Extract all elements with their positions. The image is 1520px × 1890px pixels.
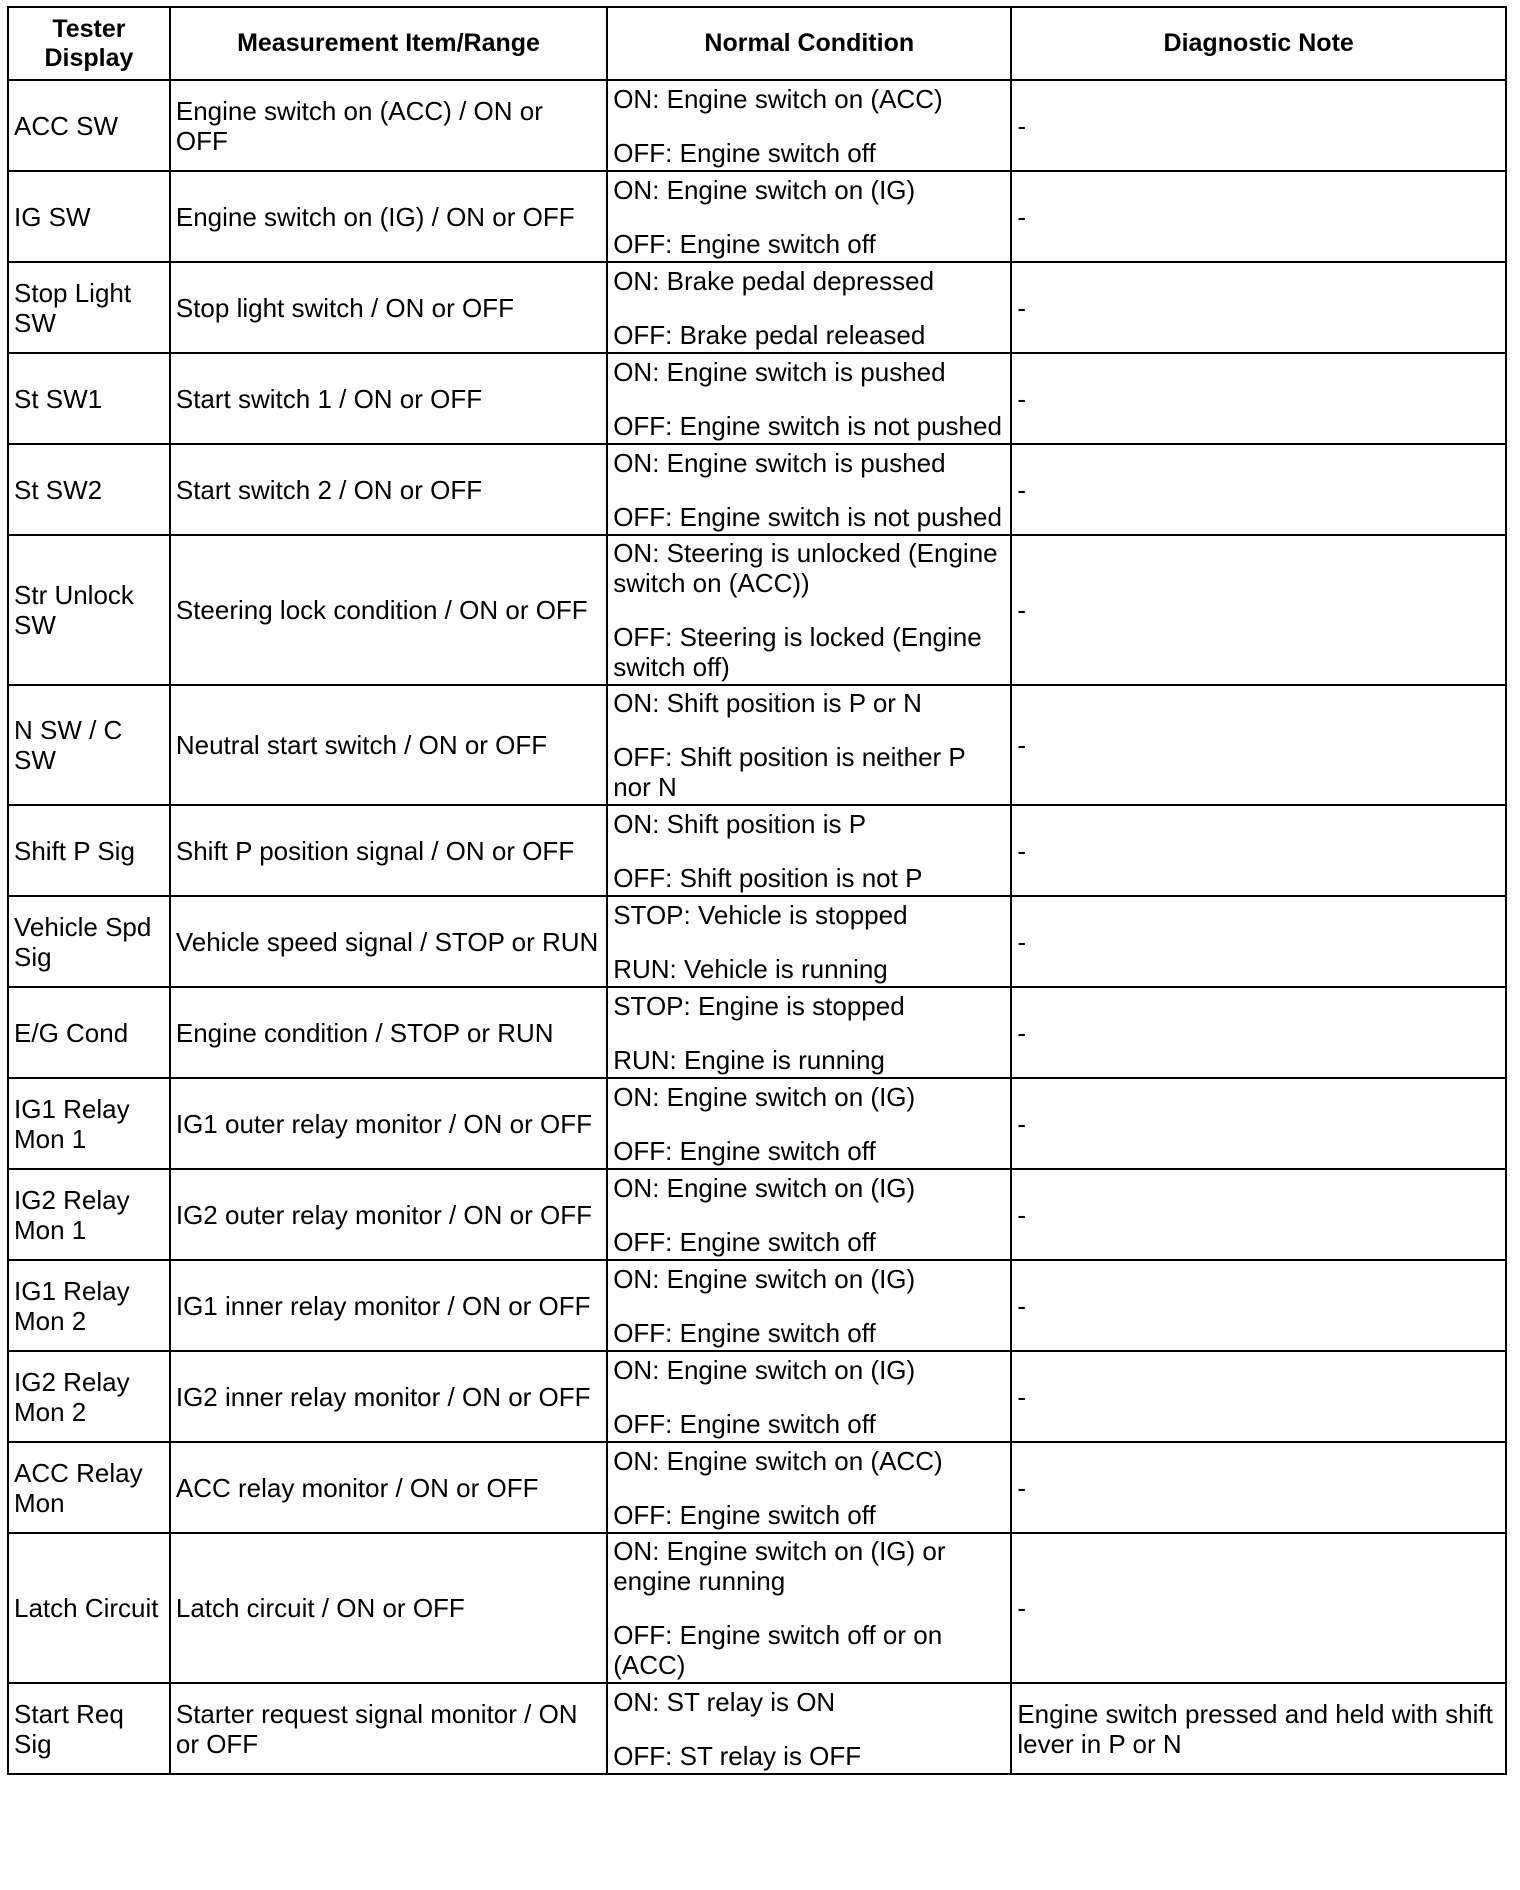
normal-condition-cell xyxy=(607,987,1011,1078)
condition-on-text: ON: Engine switch on (IG) xyxy=(613,1263,916,1294)
condition-off-text: OFF: Engine switch off xyxy=(613,1408,876,1439)
table-row xyxy=(8,1351,1506,1442)
header-row xyxy=(8,7,1506,80)
header-measurement-item: Measurement Item/Range xyxy=(170,7,607,80)
table-row xyxy=(8,444,1506,535)
diagnostic-note-cell: - xyxy=(1011,535,1506,685)
condition-on-text: ON: Shift position is P or N xyxy=(613,688,922,718)
table-row xyxy=(8,987,1506,1078)
condition-off-text: OFF: Engine switch off or on (ACC) xyxy=(613,1620,943,1680)
condition-off-text: OFF: Shift position is not P xyxy=(613,862,923,893)
measurement-item-cell: Start switch 2 / ON or OFF xyxy=(170,444,607,535)
condition-on-text: ON: Engine switch on (IG) or engine running xyxy=(613,1536,946,1596)
table-row xyxy=(8,1078,1506,1169)
normal-condition-cell xyxy=(607,805,1011,896)
table-row xyxy=(8,896,1506,987)
tester-display-cell: N SW / C SW xyxy=(8,685,170,805)
table-row xyxy=(8,1442,1506,1533)
condition-on-text: ON: Engine switch is pushed xyxy=(613,356,946,387)
condition-off-text: RUN: Engine is running xyxy=(613,1044,885,1075)
table-row xyxy=(8,535,1506,685)
table-row xyxy=(8,171,1506,262)
tester-display-cell: Latch Circuit xyxy=(8,1533,170,1683)
table-row xyxy=(8,1260,1506,1351)
diagnostic-note-cell: - xyxy=(1011,1260,1506,1351)
tester-display-cell: St SW1 xyxy=(8,353,170,444)
diagnostic-note-cell: - xyxy=(1011,1169,1506,1260)
normal-condition-cell xyxy=(607,535,1011,685)
condition-off-text: OFF: Engine switch is not pushed xyxy=(613,410,1002,441)
normal-condition-cell xyxy=(607,353,1011,444)
condition-off-text: OFF: Engine switch off xyxy=(613,1499,876,1530)
condition-off-text: OFF: Engine switch off xyxy=(613,1317,876,1348)
condition-on-text: ON: Engine switch on (ACC) xyxy=(613,1445,943,1476)
header-tester-display: Tester Display xyxy=(8,7,170,80)
condition-on-text: ON: Engine switch on (IG) xyxy=(613,174,916,205)
measurement-item-cell: Engine switch on (ACC) / ON or OFF xyxy=(170,80,607,171)
tester-display-cell: E/G Cond xyxy=(8,987,170,1078)
normal-condition-cell xyxy=(607,1533,1011,1683)
measurement-item-cell: IG1 inner relay monitor / ON or OFF xyxy=(170,1260,607,1351)
table-row xyxy=(8,805,1506,896)
normal-condition-cell xyxy=(607,1683,1011,1774)
table-row xyxy=(8,1533,1506,1683)
condition-on-text: ON: Engine switch is pushed xyxy=(613,447,946,478)
normal-condition-cell xyxy=(607,80,1011,171)
measurement-item-cell: Shift P position signal / ON or OFF xyxy=(170,805,607,896)
table-row xyxy=(8,262,1506,353)
normal-condition-cell xyxy=(607,1442,1011,1533)
condition-off-text: OFF: Engine switch is not pushed xyxy=(613,501,1002,532)
condition-off-text: OFF: Engine switch off xyxy=(613,137,876,168)
tester-display-cell: IG SW xyxy=(8,171,170,262)
condition-on-text: ON: ST relay is ON xyxy=(613,1686,836,1717)
diagnostic-note-cell: - xyxy=(1011,896,1506,987)
normal-condition-cell xyxy=(607,1078,1011,1169)
table-row xyxy=(8,80,1506,171)
tester-display-cell: Stop Light SW xyxy=(8,262,170,353)
data-list-table xyxy=(7,6,1507,1775)
measurement-item-cell: ACC relay monitor / ON or OFF xyxy=(170,1442,607,1533)
diagnostic-note-cell: - xyxy=(1011,1078,1506,1169)
condition-on-text: STOP: Vehicle is stopped xyxy=(613,899,908,930)
measurement-item-cell: Engine switch on (IG) / ON or OFF xyxy=(170,171,607,262)
tester-display-cell: ACC SW xyxy=(8,80,170,171)
normal-condition-cell xyxy=(607,896,1011,987)
tester-display-cell: IG2 Relay Mon 1 xyxy=(8,1169,170,1260)
condition-on-text: ON: Brake pedal depressed xyxy=(613,265,935,296)
tester-display-cell: IG1 Relay Mon 2 xyxy=(8,1260,170,1351)
normal-condition-cell xyxy=(607,262,1011,353)
condition-on-text: ON: Engine switch on (IG) xyxy=(613,1354,916,1385)
measurement-item-cell: Start switch 1 / ON or OFF xyxy=(170,353,607,444)
condition-off-text: OFF: Brake pedal released xyxy=(613,319,926,350)
measurement-item-cell: Starter request signal monitor / ON or OFF xyxy=(170,1683,607,1774)
diagnostic-note-cell: - xyxy=(1011,685,1506,805)
diagnostic-note-cell: - xyxy=(1011,987,1506,1078)
tester-display-cell: Str Unlock SW xyxy=(8,535,170,685)
table-row xyxy=(8,1169,1506,1260)
condition-off-text: OFF: Engine switch off xyxy=(613,1226,876,1257)
condition-on-text: ON: Engine switch on (ACC) xyxy=(613,83,943,114)
header-normal-condition: Normal Condition xyxy=(607,7,1011,80)
condition-off-text: OFF: Shift position is neither P nor N xyxy=(613,742,966,802)
diagnostic-note-cell: - xyxy=(1011,444,1506,535)
tester-display-cell: Vehicle Spd Sig xyxy=(8,896,170,987)
normal-condition-cell xyxy=(607,444,1011,535)
measurement-item-cell: IG1 outer relay monitor / ON or OFF xyxy=(170,1078,607,1169)
condition-on-text: ON: Steering is unlocked (Engine switch on (ACC)) xyxy=(613,538,998,598)
diagnostic-note-cell: - xyxy=(1011,171,1506,262)
diagnostic-note-cell: - xyxy=(1011,262,1506,353)
condition-off-text: OFF: Engine switch off xyxy=(613,228,876,259)
tester-display-cell: IG2 Relay Mon 2 xyxy=(8,1351,170,1442)
measurement-item-cell: Engine condition / STOP or RUN xyxy=(170,987,607,1078)
condition-on-text: STOP: Engine is stopped xyxy=(613,990,905,1021)
header-diagnostic-note: Diagnostic Note xyxy=(1011,7,1506,80)
measurement-item-cell: Neutral start switch / ON or OFF xyxy=(170,685,607,805)
diagnostic-note-cell: - xyxy=(1011,1442,1506,1533)
condition-on-text: ON: Engine switch on (IG) xyxy=(613,1172,916,1203)
diagnostic-note-cell: - xyxy=(1011,353,1506,444)
table-row xyxy=(8,353,1506,444)
tester-display-cell: ACC Relay Mon xyxy=(8,1442,170,1533)
measurement-item-cell: Stop light switch / ON or OFF xyxy=(170,262,607,353)
normal-condition-cell xyxy=(607,1260,1011,1351)
diagnostic-note-cell: - xyxy=(1011,80,1506,171)
measurement-item-cell: IG2 inner relay monitor / ON or OFF xyxy=(170,1351,607,1442)
tester-display-cell: IG1 Relay Mon 1 xyxy=(8,1078,170,1169)
measurement-item-cell: Latch circuit / ON or OFF xyxy=(170,1533,607,1683)
table-row xyxy=(8,1683,1506,1774)
normal-condition-cell xyxy=(607,1351,1011,1442)
diagnostic-note-cell: Engine switch pressed and held with shift lever in P or N xyxy=(1011,1683,1506,1774)
diagnostic-note-cell: - xyxy=(1011,1351,1506,1442)
table-row xyxy=(8,685,1506,805)
condition-off-text: OFF: Steering is locked (Engine switch off) xyxy=(613,622,982,682)
measurement-item-cell: IG2 outer relay monitor / ON or OFF xyxy=(170,1169,607,1260)
condition-on-text: ON: Engine switch on (IG) xyxy=(613,1081,916,1112)
condition-on-text: ON: Shift position is P xyxy=(613,808,867,839)
tester-display-cell: St SW2 xyxy=(8,444,170,535)
normal-condition-cell xyxy=(607,171,1011,262)
normal-condition-cell xyxy=(607,685,1011,805)
normal-condition-cell xyxy=(607,1169,1011,1260)
diagnostic-note-cell: - xyxy=(1011,805,1506,896)
diagnostic-note-cell: - xyxy=(1011,1533,1506,1683)
tester-display-cell: Shift P Sig xyxy=(8,805,170,896)
tester-display-cell: Start Req Sig xyxy=(8,1683,170,1774)
condition-off-text: RUN: Vehicle is running xyxy=(613,953,888,984)
condition-off-text: OFF: Engine switch off xyxy=(613,1135,876,1166)
measurement-item-cell: Steering lock condition / ON or OFF xyxy=(170,535,607,685)
condition-off-text: OFF: ST relay is OFF xyxy=(613,1740,862,1771)
measurement-item-cell: Vehicle speed signal / STOP or RUN xyxy=(170,896,607,987)
